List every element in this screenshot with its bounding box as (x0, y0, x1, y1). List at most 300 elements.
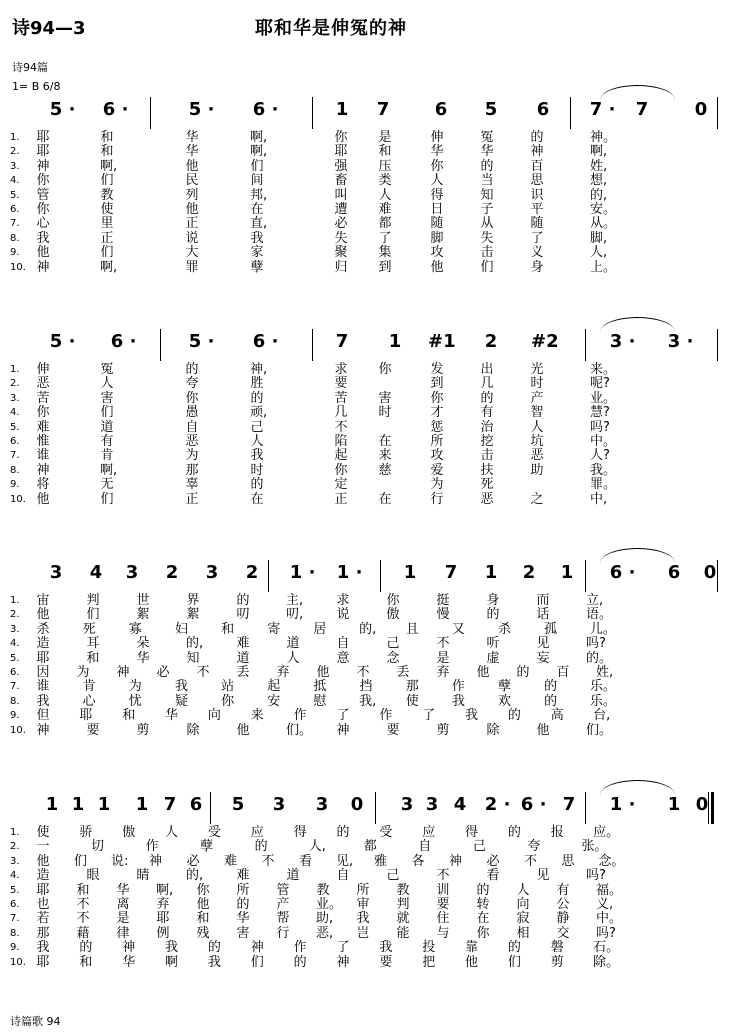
lyric-word: 忧 (128, 693, 142, 709)
barline (380, 560, 381, 592)
lyric-verse (0, 160, 732, 174)
barline (312, 329, 313, 361)
note: 6 (536, 99, 550, 120)
lyric-word: 你 (334, 462, 348, 478)
lyric-word: 死 (82, 621, 96, 637)
note: 0 (694, 99, 708, 120)
lyric-word: 判 (86, 593, 100, 608)
lyric-word: 教 (316, 882, 330, 898)
lyric-word: 的, (359, 621, 377, 637)
lyric-word: 人 (516, 882, 530, 898)
lyric-word: 时 (530, 376, 544, 392)
note: 7 (376, 99, 390, 120)
lyric-verse (0, 927, 732, 941)
lyric-word: 强 (334, 158, 348, 174)
lyric-verse (0, 941, 732, 955)
lyric-word: 人 (165, 825, 179, 840)
lyric-word: 了 (336, 708, 350, 724)
lyric-word: 在 (250, 201, 264, 217)
lyric-word: 夸 (185, 376, 199, 392)
lyric-word: 福。 (596, 882, 623, 898)
lyric-word: 自 (418, 839, 432, 855)
lyric-word: 惩 (430, 419, 444, 435)
lyric-word: 难 (236, 636, 250, 652)
lyric-word: 剪 (436, 722, 450, 738)
lyrics-block (0, 594, 732, 738)
lyric-word: 己 (386, 868, 400, 884)
barline (312, 97, 313, 129)
lyric-word: 转 (476, 896, 490, 912)
lyric-word: 立, (586, 593, 604, 608)
lyric-word: 人 (530, 419, 544, 435)
lyric-word: 得 (293, 825, 307, 840)
lyric-word: 耶 (334, 144, 348, 160)
lyric-word: 将 (36, 477, 50, 493)
lyric-word: 受 (379, 825, 393, 840)
lyric-word: 我, (359, 693, 377, 709)
note: #1 (428, 331, 456, 352)
lyric-word: 帮 (276, 911, 290, 927)
lyric-word: 知 (480, 187, 494, 203)
lyric-word: 的 (336, 825, 350, 840)
lyric-word: 台, (593, 708, 611, 724)
lyric-word: 见, (336, 853, 354, 869)
lyric-word: 为 (185, 448, 199, 464)
lyric-word: 们 (250, 158, 264, 174)
lyric-word: 百 (556, 664, 570, 680)
lyric-word: 里 (100, 216, 114, 232)
lyric-word: 定 (334, 477, 348, 493)
note: · (271, 99, 279, 120)
note: 7 (562, 794, 576, 815)
lyric-word: 你 (378, 362, 392, 377)
lyric-word: 话 (536, 607, 550, 623)
lyric-word: 义, (596, 896, 614, 912)
lyric-word: 不 (436, 636, 450, 652)
lyric-word: 来 (250, 708, 264, 724)
lyric-word: 啊 (165, 954, 179, 970)
lyric-word: 挡 (359, 679, 373, 695)
lyric-word: 难 (236, 868, 250, 884)
lyric-word: 神 (36, 462, 50, 478)
note: 1 (135, 794, 149, 815)
verse-number: 3. (10, 855, 20, 867)
lyric-word: 且 (405, 621, 419, 637)
footer-caption: 诗篇歌 94 (10, 1015, 61, 1028)
lyric-word: 必 (486, 853, 500, 869)
note: · (121, 99, 129, 120)
note: 5 (231, 794, 245, 815)
lyric-word: 人, (590, 245, 608, 261)
note: 5 (49, 99, 63, 120)
lyric-word: 他 (236, 722, 250, 738)
note: 1 (560, 562, 574, 583)
lyric-word: 判 (396, 896, 410, 912)
lyric-word: 自 (336, 636, 350, 652)
verse-number: 8. (10, 927, 20, 939)
verse-number: 4. (10, 870, 20, 882)
lyric-word: 交 (556, 925, 570, 941)
verse-number: 4. (10, 175, 20, 187)
verse-number: 3. (10, 160, 20, 172)
lyric-word: 叫 (334, 187, 348, 203)
lyric-word: 的 (207, 940, 221, 956)
lyric-word: 又 (451, 621, 465, 637)
note: 7 (635, 99, 649, 120)
lyric-word: 我 (36, 230, 50, 246)
lyric-word: 自 (185, 419, 199, 435)
lyric-word: 的 (480, 158, 494, 174)
lyric-word: 识 (530, 187, 544, 203)
lyric-word: 们 (100, 405, 114, 421)
lyric-word: 的, (186, 868, 204, 884)
lyric-word: 抵 (313, 679, 327, 695)
lyric-word: 中。 (590, 433, 617, 449)
verse-number: 8. (10, 232, 20, 244)
lyric-word: 的 (254, 839, 268, 855)
note: 3 (315, 794, 329, 815)
note: 1 (609, 794, 623, 815)
lyric-word: 胜 (250, 376, 264, 392)
lyric-word: 正 (185, 491, 199, 507)
lyric-word: 神 (336, 954, 350, 970)
note: 6 (434, 99, 448, 120)
lyric-word: 使 (405, 693, 419, 709)
note: 5 (484, 99, 498, 120)
lyric-word: 神 (336, 722, 350, 738)
lyric-word: 丢 (396, 664, 410, 680)
note: · (686, 331, 694, 352)
note: 6 (189, 794, 203, 815)
verse-number: 6. (10, 435, 20, 447)
lyric-verse (0, 724, 732, 738)
lyric-word: 若 (36, 911, 50, 927)
verse-number: 5. (10, 421, 20, 433)
lyric-word: 耶 (79, 708, 93, 724)
lyric-word: 想, (590, 173, 608, 189)
lyric-word: 造 (36, 868, 50, 884)
note: 1 (667, 794, 681, 815)
lyric-word: 使 (36, 825, 50, 840)
hymn-number: 诗94—3 (12, 18, 86, 39)
lyric-word: 所 (236, 882, 250, 898)
lyric-word: 从。 (590, 216, 617, 232)
lyric-word: 慧? (590, 405, 610, 421)
lyric-word: 你 (334, 130, 348, 145)
lyric-word: 除 (486, 722, 500, 738)
lyric-word: 在 (250, 491, 264, 507)
note: 1 (403, 562, 417, 583)
verse-number: 2. (10, 609, 20, 621)
barline (585, 792, 586, 824)
lyric-verse (0, 363, 732, 377)
lyric-word: 把 (422, 954, 436, 970)
note: 3 (609, 331, 623, 352)
lyric-word: 在 (378, 491, 392, 507)
lyric-word: 自 (336, 868, 350, 884)
note: 5 (188, 331, 202, 352)
lyric-word: 要 (379, 954, 393, 970)
lyric-word: 耶 (36, 130, 50, 145)
barline (375, 792, 376, 824)
lyric-word: 心 (82, 693, 96, 709)
lyric-word: 剪 (550, 954, 564, 970)
lyric-word: 神 (122, 940, 136, 956)
lyric-word: 时 (378, 405, 392, 421)
lyric-word: 恶 (36, 376, 50, 392)
lyric-word: 杀 (498, 621, 512, 637)
lyric-word: 住 (436, 911, 450, 927)
lyric-word: 神 (116, 664, 130, 680)
lyric-word: 列 (185, 187, 199, 203)
lyric-word: 出 (480, 362, 494, 377)
lyric-word: 谁 (36, 448, 50, 464)
lyric-word: 耶 (156, 911, 170, 927)
lyric-word: 界 (186, 593, 200, 608)
lyric-word: 身 (530, 259, 544, 275)
lyric-word: 人 (250, 433, 264, 449)
lyric-word: 世 (136, 593, 150, 608)
lyric-word: 见 (536, 636, 550, 652)
lyric-word: 的 (293, 954, 307, 970)
lyric-verse (0, 261, 732, 275)
lyric-word: 耶 (36, 882, 50, 898)
lyric-word: 靠 (465, 940, 479, 956)
lyric-word: 来。 (590, 362, 617, 377)
lyric-word: 看 (486, 868, 500, 884)
lyric-word: 向 (207, 708, 221, 724)
lyric-word: 和 (196, 911, 210, 927)
verse-number: 10. (10, 724, 26, 736)
lyric-word: 击 (480, 245, 494, 261)
lyric-word: 脚, (590, 230, 608, 246)
lyric-word: 有 (556, 882, 570, 898)
note: 0 (695, 794, 709, 815)
lyric-word: 听 (486, 636, 500, 652)
lyric-word: 律 (116, 925, 130, 941)
lyric-word: 肯 (82, 679, 96, 695)
lyric-word: 叨 (236, 607, 250, 623)
lyric-word: 愚 (185, 405, 199, 421)
lyric-word: 作 (451, 679, 465, 695)
lyric-word: 都 (363, 839, 377, 855)
note: 3 (205, 562, 219, 583)
note: 3 (125, 562, 139, 583)
lyric-word: 要 (334, 376, 348, 392)
lyric-word: 我 (165, 940, 179, 956)
lyric-word: 石。 (593, 940, 620, 956)
lyric-word: 必 (334, 216, 348, 232)
verse-number: 9. (10, 710, 20, 722)
lyric-word: 训 (436, 882, 450, 898)
lyric-word: 们 (73, 853, 87, 869)
verse-number: 2. (10, 146, 20, 158)
barline (570, 97, 571, 129)
lyric-word: 的 (476, 882, 490, 898)
lyric-word: 神。 (590, 130, 617, 145)
lyric-word: 子 (480, 201, 494, 217)
lyric-word: 在 (476, 911, 490, 927)
lyric-word: 归 (334, 259, 348, 275)
lyric-word: 挖 (480, 433, 494, 449)
barline (717, 560, 718, 592)
lyric-word: 除 (186, 722, 200, 738)
lyric-word: 他 (185, 201, 199, 217)
lyric-word: 和 (378, 144, 392, 160)
lyric-word: 们 (100, 245, 114, 261)
lyric-word: 和 (100, 144, 114, 160)
lyric-word: 安 (267, 693, 281, 709)
lyric-verse (0, 421, 732, 435)
lyric-word: 己 (386, 636, 400, 652)
lyric-word: 己 (250, 419, 264, 435)
lyric-word: 到 (378, 259, 392, 275)
note: 5 (188, 99, 202, 120)
verse-number: 10. (10, 956, 26, 968)
lyric-word: 的 (544, 693, 558, 709)
lyric-word: 能 (396, 925, 410, 941)
lyric-word: 我 (250, 230, 264, 246)
key-signature: 1= B 6/8 (12, 80, 61, 93)
note: · (68, 331, 76, 352)
lyric-word: 管 (276, 882, 290, 898)
lyric-word: 我 (36, 940, 50, 956)
lyric-word: 作 (293, 940, 307, 956)
lyric-word: 求 (334, 362, 348, 377)
lyric-word: 作 (293, 708, 307, 724)
verse-number: 5. (10, 652, 20, 664)
lyric-word: 妇 (174, 621, 188, 637)
lyric-word: 直, (250, 216, 268, 232)
lyric-word: 华 (136, 650, 150, 666)
lyric-verse (0, 652, 732, 666)
lyric-word: 他 (185, 158, 199, 174)
lyric-verse (0, 898, 732, 912)
lyric-word: 耶 (36, 650, 50, 666)
tie-arc (600, 548, 675, 563)
note: 6 (102, 99, 116, 120)
lyric-word: 民 (185, 173, 199, 189)
verse-number: 1. (10, 595, 20, 606)
lyric-word: 失 (334, 230, 348, 246)
lyric-word: 姓, (590, 158, 608, 174)
lyric-word: 应 (250, 825, 264, 840)
notation-row (0, 95, 732, 129)
lyric-word: 他 (316, 664, 330, 680)
lyric-word: 你 (430, 390, 444, 406)
lyric-word: 不 (436, 868, 450, 884)
note: 1 (388, 331, 402, 352)
page-title: 耶和华是伸冤的神 (255, 18, 407, 39)
verse-number: 9. (10, 479, 20, 491)
lyric-word: 欢 (498, 693, 512, 709)
lyric-verse (0, 174, 732, 188)
note: 3 (400, 794, 414, 815)
lyric-word: 坑 (530, 433, 544, 449)
lyrics-block (0, 131, 732, 275)
lyric-word: 审 (356, 896, 370, 912)
lyric-word: 是 (436, 650, 450, 666)
lyric-word: 吗? (596, 925, 616, 941)
verse-number: 3. (10, 623, 20, 635)
lyric-word: 宙 (36, 593, 50, 608)
lyric-word: 都 (378, 216, 392, 232)
lyric-word: 心 (36, 216, 50, 232)
lyric-word: 人 (286, 650, 300, 666)
lyric-word: 无 (100, 477, 114, 493)
lyric-word: 岂 (356, 925, 370, 941)
lyric-word: 神, (250, 362, 268, 377)
lyric-word: 疑 (174, 693, 188, 709)
lyric-word: 要 (86, 722, 100, 738)
note: 0 (703, 562, 717, 583)
lyric-word: 冤 (100, 362, 114, 377)
lyric-word: 妄 (536, 650, 550, 666)
lyric-word: 管 (36, 187, 50, 203)
verse-number: 5. (10, 189, 20, 201)
lyric-word: 他 (36, 607, 50, 623)
barline (717, 97, 718, 129)
lyric-word: 不 (334, 419, 348, 435)
lyric-word: 的, (590, 187, 608, 203)
lyric-word: 报 (550, 825, 564, 840)
lyric-word: 你 (476, 925, 490, 941)
lyric-word: 啊, (100, 462, 118, 478)
note: 7 (335, 331, 349, 352)
notation-row (0, 327, 732, 361)
note: 3 (49, 562, 63, 583)
lyric-word: 智 (530, 405, 544, 421)
lyric-word: 那 (405, 679, 419, 695)
lyric-word: 站 (221, 679, 235, 695)
lyric-word: 正 (185, 216, 199, 232)
lyric-word: 类 (378, 173, 392, 189)
lyric-word: 见 (536, 868, 550, 884)
lyric-word: 我 (207, 954, 221, 970)
lyric-word: 你 (430, 158, 444, 174)
lyric-word: 和 (79, 954, 93, 970)
lyric-word: 造 (36, 636, 50, 652)
lyric-word: 惟 (36, 433, 50, 449)
lyric-word: 遭 (334, 201, 348, 217)
lyric-verse (0, 594, 732, 608)
lyric-word: 说 (336, 607, 350, 623)
lyric-word: 华 (122, 954, 136, 970)
lyric-word: 啊, (100, 158, 118, 174)
lyric-verse (0, 680, 732, 694)
lyric-verse (0, 709, 732, 723)
lyric-word: 不 (196, 664, 210, 680)
lyric-word: 们 (250, 954, 264, 970)
lyric-word: 耶 (36, 144, 50, 160)
lyric-word: 耳 (86, 636, 100, 652)
lyric-word: 扶 (480, 462, 494, 478)
lyric-word: 寡 (128, 621, 142, 637)
lyric-verse (0, 840, 732, 854)
lyric-word: 孽 (200, 839, 214, 855)
lyric-word: 上。 (590, 259, 617, 275)
lyric-word: 中。 (596, 911, 623, 927)
lyric-word: 眼 (86, 868, 100, 884)
lyric-verse (0, 912, 732, 926)
barline (585, 329, 586, 361)
lyric-word: 们 (86, 607, 100, 623)
note: · (503, 794, 511, 815)
lyric-word: 恶, (316, 925, 334, 941)
lyric-word: 他 (536, 722, 550, 738)
lyric-word: 人 (378, 187, 392, 203)
note: 2 (484, 794, 498, 815)
